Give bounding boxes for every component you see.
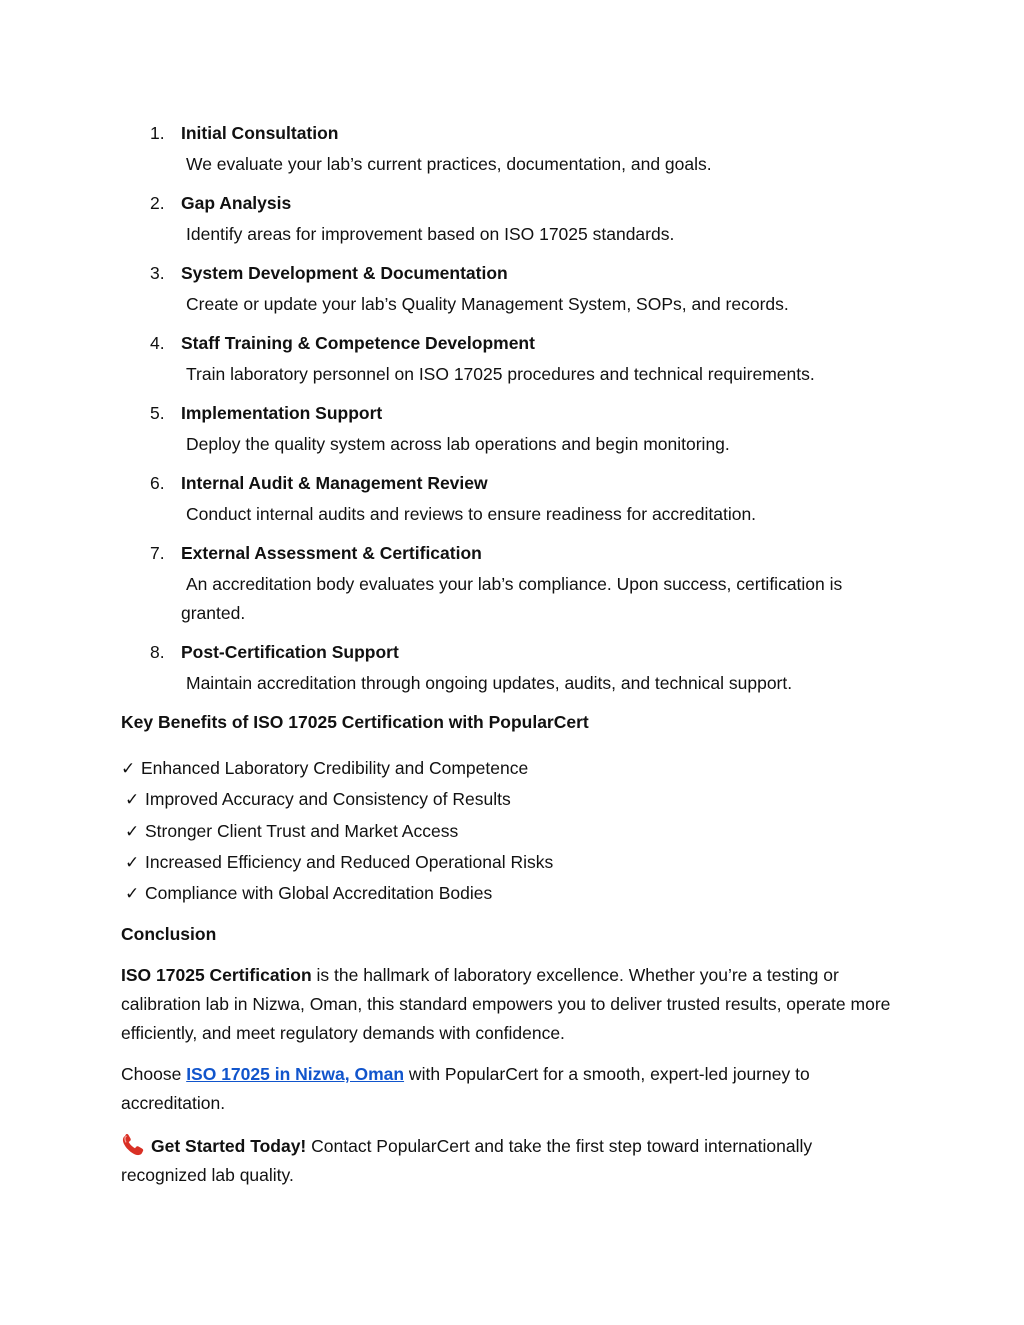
paragraph-text: Contact PopularCert and take the first step toward internationally recognized lab quality. (121, 1136, 813, 1185)
checkmark-icon: ✓ (125, 790, 140, 811)
step-description: Conduct internal audits and reviews to ensure readiness for accreditation. (186, 504, 757, 524)
paragraph-text: Choose (121, 1064, 187, 1084)
iso-17025-nizwa-link[interactable]: ISO 17025 in Nizwa, Oman (186, 1064, 405, 1084)
cta-paragraph (121, 1132, 901, 1190)
conclusion-paragraph (121, 961, 901, 1048)
bold-phrase: ISO 17025 Certification (121, 965, 312, 985)
benefits-heading: Key Benefits of ISO 17025 Certification with PopularCert (121, 712, 589, 732)
step-title: Internal Audit & Management Review (181, 473, 488, 493)
step-number: 1. (150, 123, 165, 143)
list-item (121, 818, 553, 849)
list-item (0, 329, 1024, 399)
paragraph-text: with PopularCert for a smooth, expert-led journey to accreditation. (121, 1064, 810, 1113)
list-item (0, 638, 1024, 708)
benefit-text: Compliance with Global Accreditation Bodies (145, 883, 493, 904)
step-title: System Development & Documentation (181, 263, 508, 283)
list-item (121, 786, 553, 817)
checkmark-icon: ✓ (125, 884, 140, 905)
step-number: 3. (150, 263, 165, 283)
step-number: 5. (150, 403, 165, 423)
step-title: Gap Analysis (181, 193, 292, 213)
step-description: Deploy the quality system across lab operations and begin monitoring. (186, 434, 730, 454)
checkmark-icon: ✓ (121, 759, 136, 779)
step-number: 6. (150, 473, 165, 493)
benefit-text: Increased Efficiency and Reduced Operational Risks (145, 851, 554, 872)
choose-paragraph (121, 1060, 901, 1118)
list-item (121, 880, 553, 911)
telephone-receiver-icon (121, 1134, 145, 1156)
checkmark-icon: ✓ (125, 821, 140, 842)
step-description: We evaluate your lab’s current practices, documentation, and goals. (186, 154, 712, 174)
step-number: 7. (150, 543, 165, 563)
process-steps-list (0, 119, 1024, 708)
step-title: Implementation Support (181, 403, 383, 423)
step-description: Create or update your lab’s Quality Management System, SOPs, and records. (186, 294, 789, 314)
list-item (121, 849, 553, 880)
cta-bold: Get Started Today! (151, 1136, 307, 1156)
step-number: 4. (150, 333, 165, 353)
list-item (0, 469, 1024, 539)
list-item (0, 189, 1024, 259)
step-description: An accreditation body evaluates your lab’s compliance. Upon success, certification is granted. (181, 574, 843, 623)
step-title: Initial Consultation (181, 123, 339, 143)
benefit-text: Improved Accuracy and Consistency of Results (145, 789, 511, 810)
list-item (0, 539, 1024, 638)
list-item (121, 755, 553, 786)
paragraph-text: is the hallmark of laboratory excellence. Whether you’re a testing or calibration lab in Nizwa, Oman, this standard empowers you to deliver trusted results, operate more efficiently, and meet regulatory demands with confidence. (121, 965, 891, 1043)
step-number: 8. (150, 642, 165, 662)
checkmark-icon: ✓ (125, 852, 140, 873)
step-description: Train laboratory personnel on ISO 17025 procedures and technical requirements. (186, 364, 815, 384)
benefits-list (121, 755, 553, 911)
benefit-text: Enhanced Laboratory Credibility and Competence (141, 758, 529, 778)
step-description: Maintain accreditation through ongoing updates, audits, and technical support. (186, 673, 793, 693)
step-number: 2. (150, 193, 165, 213)
step-title: Post-Certification Support (181, 642, 399, 662)
step-description: Identify areas for improvement based on ISO 17025 standards. (186, 224, 675, 244)
benefit-text: Stronger Client Trust and Market Access (145, 820, 459, 841)
step-title: External Assessment & Certification (181, 543, 482, 563)
list-item (0, 399, 1024, 469)
conclusion-heading: Conclusion (121, 924, 217, 944)
step-title: Staff Training & Competence Development (181, 333, 535, 353)
list-item (0, 119, 1024, 189)
list-item (0, 259, 1024, 329)
